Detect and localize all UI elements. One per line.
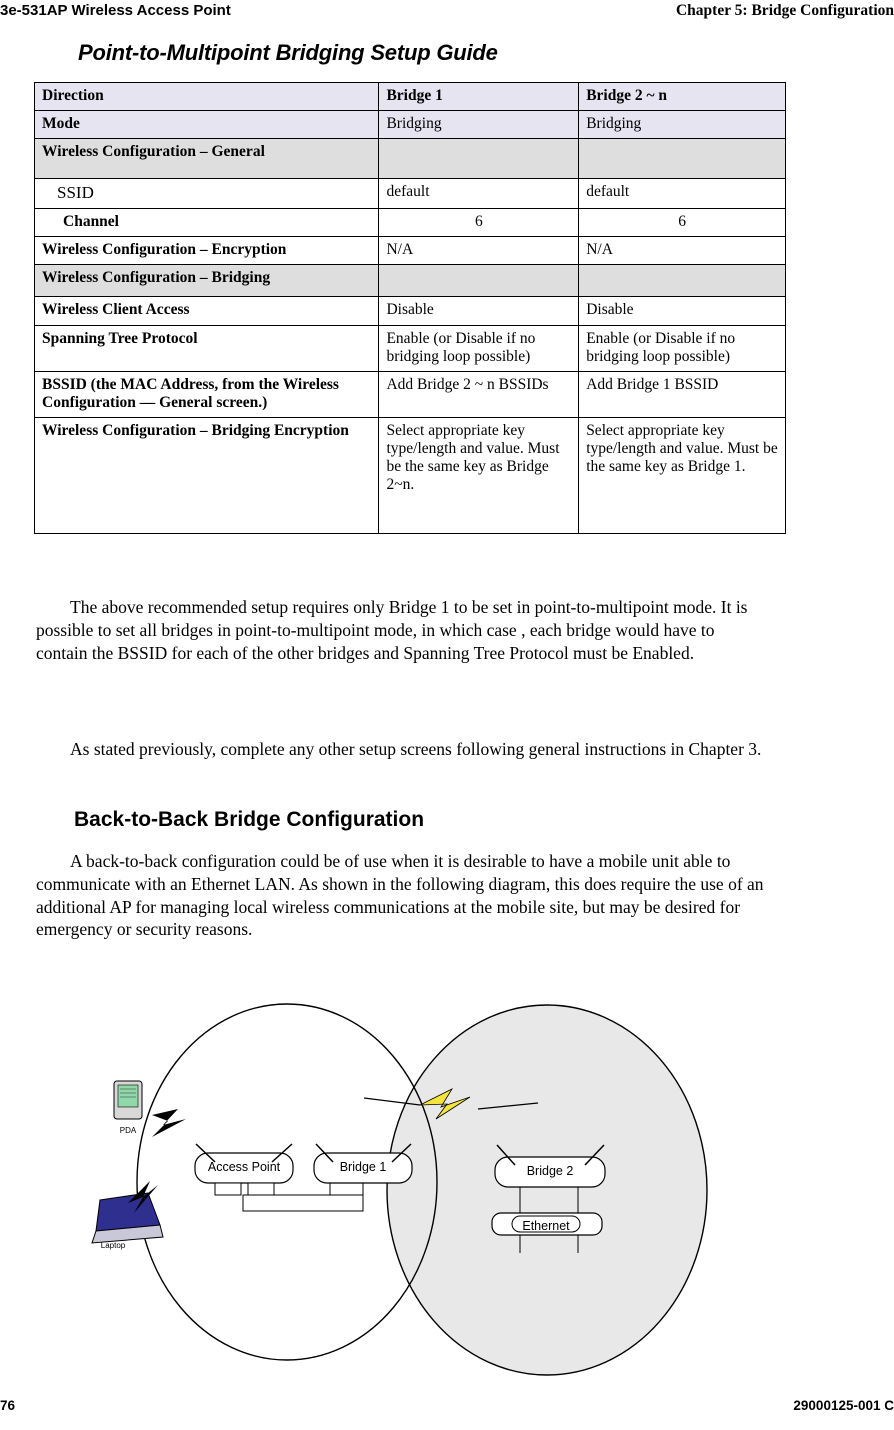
table-row [35,237,786,265]
row-bridge2: Disable [579,297,786,325]
table-row [35,418,786,534]
row-label: Wireless Client Access [35,297,379,325]
table-row [35,371,786,417]
paragraph-back-to-back-desc [36,850,766,941]
row-bridge1: Select appropriate key type/length and value. Must be the same key as Bridge 2~n. [379,418,579,534]
laptop-icon [92,1193,163,1243]
laptop-label: Laptop [100,1241,126,1250]
paragraph-above-recommended [36,596,766,664]
section-heading-point-to-multipoint: Point-to-Multipoint Bridging Setup Guide [78,40,498,65]
bridge1-label: Bridge 1 [339,1160,387,1174]
section-heading-back-to-back: Back-to-Back Bridge Configuration [74,808,425,831]
row-bridge2: Select appropriate key type/length and value. Must be the same key as Bridge 1. [579,418,786,534]
row-bridge1: Disable [379,297,579,325]
ethernet-label: Ethernet [522,1219,570,1233]
row-bridge2: N/A [579,237,786,265]
pda-label: PDA [119,1126,137,1135]
pda-link-lightning [152,1109,186,1137]
row-bridge1: Enable (or Disable if no bridging loop possible) [379,325,579,371]
row-bridge2 [579,265,786,297]
row-bridge1: default [379,179,579,209]
cloud-right [387,1005,707,1375]
row-label: Wireless Configuration – Encryption [35,237,379,265]
row-label: Wireless Configuration – Bridging [35,265,379,297]
table-header-direction: Direction [35,83,379,111]
running-head-right: Chapter 5: Bridge Configuration [675,2,894,19]
row-label: Mode [35,111,379,139]
pda-icon [114,1081,142,1119]
table-row [35,139,786,179]
table-header-row [35,83,786,111]
footer-page-number: 76 [0,1398,16,1413]
row-label: SSID [35,179,379,209]
row-bridge1: Bridging [379,111,579,139]
running-head [0,0,894,26]
row-bridge1: N/A [379,237,579,265]
row-bridge1: Add Bridge 2 ~ n BSSIDs [379,371,579,417]
row-bridge1 [379,139,579,179]
row-bridge2 [579,139,786,179]
table-header-bridge1: Bridge 1 [379,83,579,111]
paragraph-text: As stated previously, complete any other setup screens following general instructions in Chapter 3. [70,739,762,759]
row-bridge2: Add Bridge 1 BSSID [579,371,786,417]
row-bridge2: Bridging [579,111,786,139]
setup-guide-table [34,82,786,534]
row-label: Wireless Configuration – Bridging Encryption [35,418,379,534]
table-row [35,265,786,297]
paragraph-text: The above recommended setup requires only Bridge 1 to be set in point-to-multipoint mode. It is possible to set all bridges in point-to-multipoint mode, in which case , each bridge would have to contain the BSSID for each of the other bridges and Spanning Tree Protocol must be Enabled. [36,597,748,663]
paragraph-as-stated [36,738,766,761]
row-label: Channel [35,209,379,237]
row-label: Wireless Configuration – General [35,139,379,179]
table-row [35,325,786,371]
row-bridge1 [379,265,579,297]
row-bridge2: Enable (or Disable if no bridging loop possible) [579,325,786,371]
row-bridge2: default [579,179,786,209]
row-label: BSSID (the MAC Address, from the Wireless Configuration — General screen.) [35,371,379,417]
network-diagram [0,985,894,1385]
access-point-label: Access Point [207,1160,281,1174]
footer-doc-number: 29000125-001 C [793,1398,894,1413]
running-head-left: 3e-531AP Wireless Access Point [0,2,231,19]
table-row [35,111,786,139]
table-row [35,209,786,237]
table-header-bridge2: Bridge 2 ~ n [579,83,786,111]
table-row [35,179,786,209]
row-label: Spanning Tree Protocol [35,325,379,371]
row-bridge1: 6 [379,209,579,237]
row-bridge2: 6 [579,209,786,237]
table-row [35,297,786,325]
paragraph-text: A back-to-back configuration could be of use when it is desirable to have a mobile unit able to communicate with an Ethernet LAN. As shown in the following diagram, this does require the use of an additional AP for managing local wireless communications at the mobile site, but may be desired for emergency or security reasons. [36,851,764,940]
bridge2-label: Bridge 2 [526,1164,574,1178]
